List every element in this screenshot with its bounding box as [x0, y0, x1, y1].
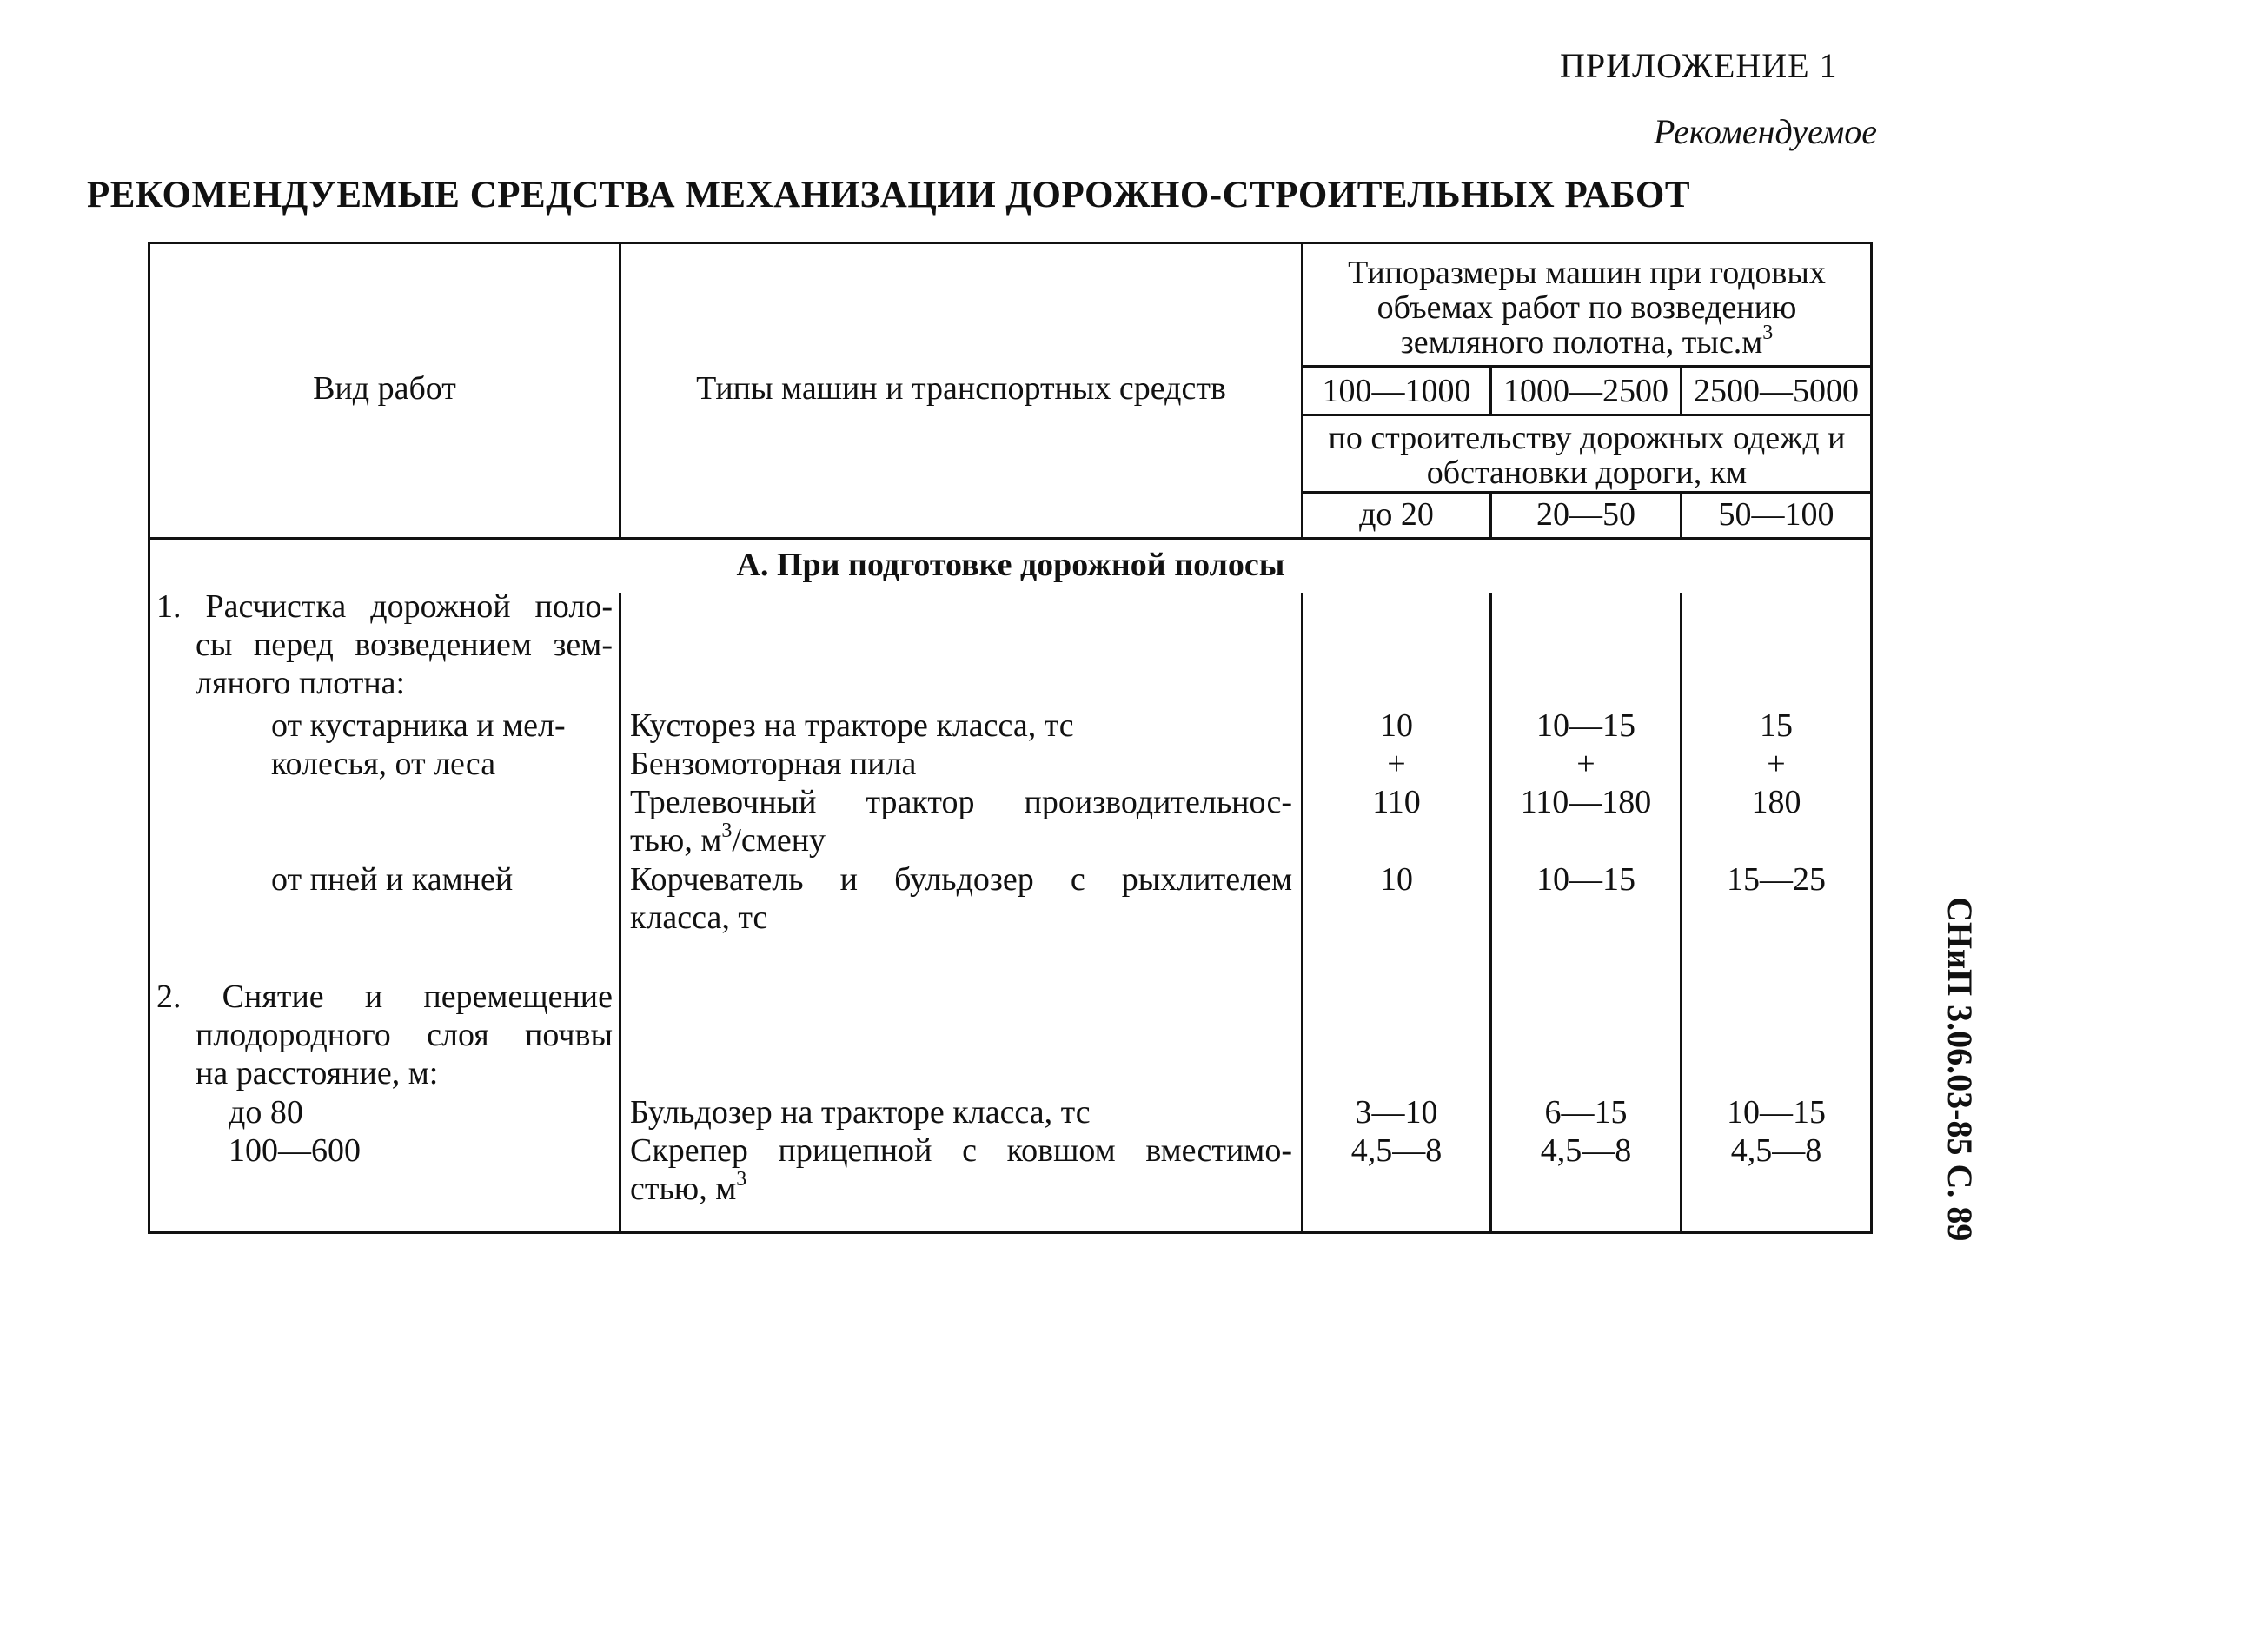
header-work-type: Вид работ	[313, 370, 456, 407]
value-cell: 10	[1380, 707, 1413, 744]
value-cell: 180	[1751, 784, 1801, 820]
machine-skidder-line2: тью, $м^3$/смену	[630, 819, 826, 859]
value-cell: 3—10	[1355, 1094, 1438, 1131]
value-cell: 10—15	[1536, 861, 1635, 898]
work2-dist1: до 80	[229, 1094, 303, 1131]
recommended-label: Рекомендуемое	[1653, 112, 1877, 151]
value-cell: +	[1387, 746, 1406, 782]
work1-line3: ляного плотна:	[196, 665, 406, 701]
machine-uprooter-line2: класса, тс	[630, 899, 768, 936]
header-earthwork-line1: Типоразмеры машин при годовых	[1348, 255, 1826, 291]
machine-bulldozer: Бульдозер на тракторе класса, тс	[630, 1094, 1091, 1131]
work1-shrub-line1: от кустарника и мел-	[271, 707, 566, 744]
pavement-range-2: 20—50	[1536, 496, 1635, 533]
value-cell: 6—15	[1544, 1094, 1628, 1131]
header-earthwork-line3: земляного полотна, $тыс.м^3$	[1400, 322, 1774, 361]
value-cell: 4,5—8	[1350, 1132, 1443, 1169]
table-bottom-border	[148, 1231, 1873, 1234]
machine-chainsaw: Бензомоторная пила	[630, 746, 917, 782]
appendix-label: ПРИЛОЖЕНИЕ 1	[1560, 46, 1838, 85]
machine-brush-cutter: Кусторез на тракторе класса, тс	[630, 707, 1074, 744]
header-pavement-line1: по строительству дорожных одежд и	[1328, 420, 1846, 456]
side-document-code: СНиП 3.06.03-85 С. 89	[1940, 897, 1980, 1242]
document-title: РЕКОМЕНДУЕМЫЕ СРЕДСТВА МЕХАНИЗАЦИИ ДОРОЖНО-СТРОИТЕЛЬНЫХ РАБОТ	[86, 175, 1691, 216]
pavement-range-1: до 20	[1359, 496, 1434, 533]
machine-scraper-line2: стью, $м^3$	[630, 1168, 747, 1207]
value-cell: 15—25	[1727, 861, 1826, 898]
work2-line3: на расстояние, м:	[196, 1055, 439, 1091]
value-cell: 10—15	[1536, 707, 1635, 744]
value-cell: 4,5—8	[1540, 1132, 1632, 1169]
value-cell: +	[1767, 746, 1786, 782]
section-a-heading: А. При подготовке дорожной полосы	[736, 547, 1285, 583]
earthwork-range-2: 1000—2500	[1503, 373, 1668, 409]
work2-line2: плодородного слоя почвы	[196, 1017, 613, 1053]
earthwork-range-3: 2500—5000	[1694, 373, 1859, 409]
header-line-ranges1	[1301, 414, 1873, 416]
value-cell: 10	[1380, 861, 1413, 898]
earthwork-range-1: 100—1000	[1322, 373, 1471, 409]
header-line-group1	[1301, 365, 1873, 368]
work1-line2: сы перед возведением зем-	[196, 627, 613, 663]
pavement-range-3: 50—100	[1718, 496, 1834, 533]
value-cell: 10—15	[1727, 1094, 1826, 1131]
work2-dist2: 100—600	[229, 1132, 361, 1169]
value-cell: 4,5—8	[1730, 1132, 1822, 1169]
table-top-border	[148, 242, 1873, 244]
work1-shrub-line2: колесья, от леса	[271, 746, 496, 782]
value-cell: 15	[1760, 707, 1793, 744]
value-cell: +	[1576, 746, 1595, 782]
col-separator-work	[619, 593, 621, 1234]
machine-skidder-line1: Трелевочный трактор производительнос-	[630, 784, 1292, 820]
work1-line1: 1. Расчистка дорожной поло-	[156, 588, 613, 625]
table-right-border	[1870, 242, 1873, 1234]
header-bottom-line	[148, 537, 1873, 540]
machine-uprooter-line1: Корчеватель и бульдозер с рыхлителем	[630, 861, 1292, 898]
header-earthwork-line2: объемах работ по возведению	[1376, 289, 1797, 326]
header-machine-types: Типы машин и транспортных средств	[696, 370, 1226, 407]
work2-line1: 2. Снятие и перемещение	[156, 979, 613, 1015]
machine-scraper-line1: Скрепер прицепной с ковшом вместимо-	[630, 1132, 1292, 1169]
value-cell: 110	[1372, 784, 1421, 820]
value-cell: 110—180	[1520, 784, 1652, 820]
header-pavement-line2: обстановки дороги, км	[1426, 454, 1748, 491]
work1-stumps: от пней и камней	[271, 861, 514, 898]
